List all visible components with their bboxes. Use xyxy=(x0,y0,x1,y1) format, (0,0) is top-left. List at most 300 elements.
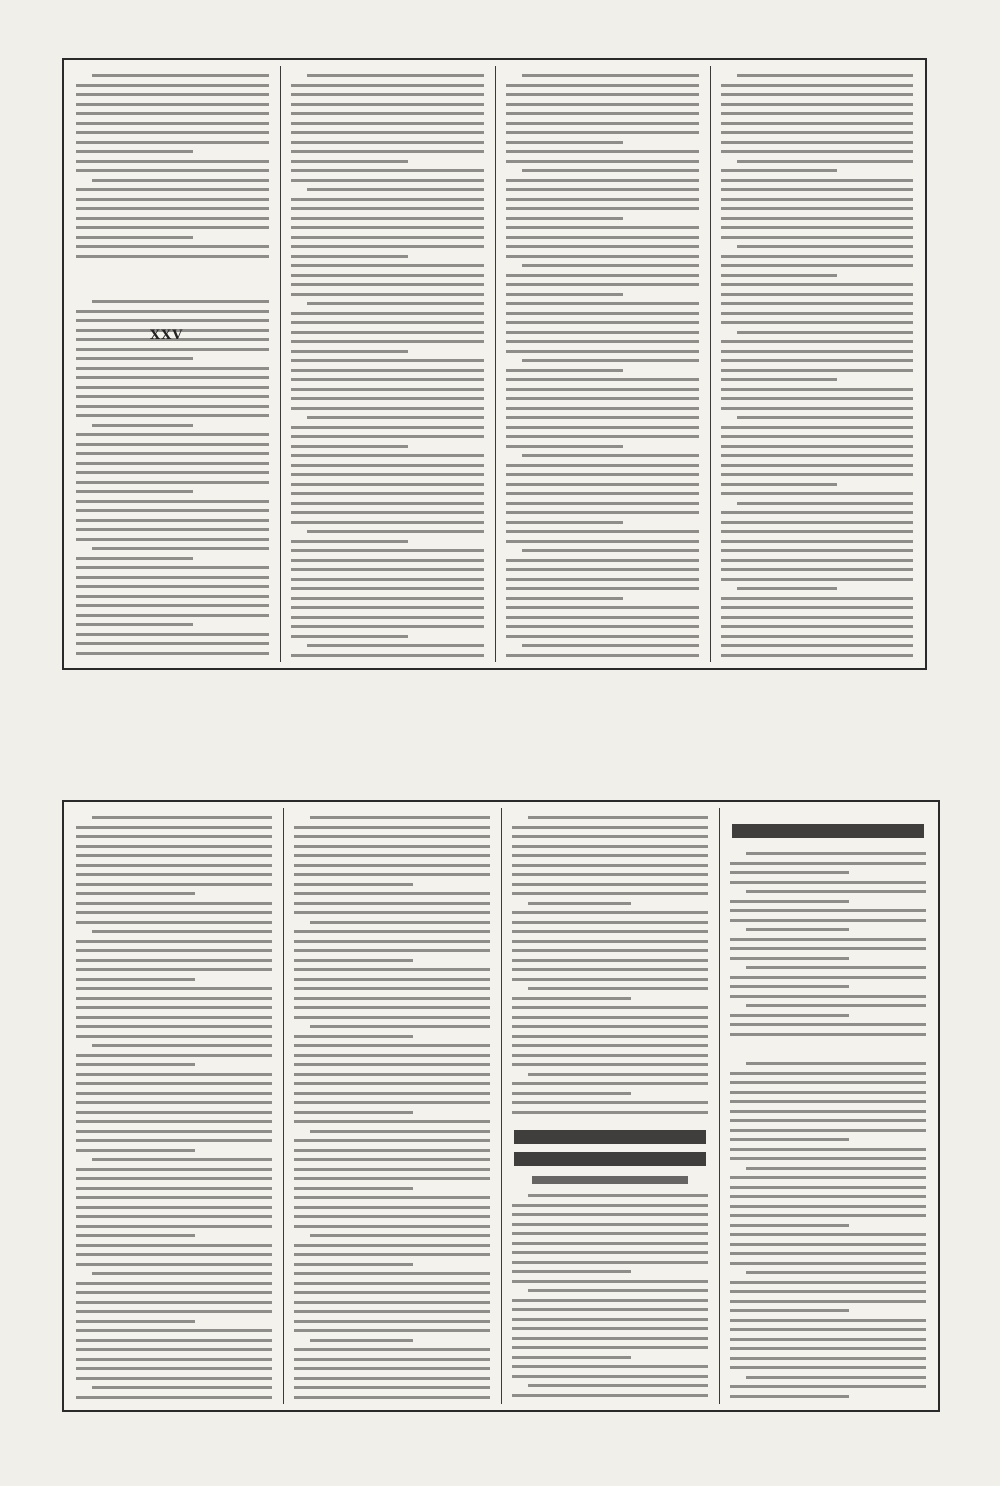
text-line xyxy=(291,245,484,248)
text-line xyxy=(512,1063,708,1066)
top-panel xyxy=(62,58,927,670)
text-line xyxy=(291,616,484,619)
text-line xyxy=(730,1385,926,1388)
text-line xyxy=(294,1054,490,1057)
text-line xyxy=(76,826,272,829)
bottom-column-4 xyxy=(724,812,932,1400)
text-line xyxy=(76,519,269,522)
text-line xyxy=(730,1214,926,1217)
text-line xyxy=(294,1206,490,1209)
text-line xyxy=(76,414,269,417)
text-line xyxy=(737,74,913,77)
text-line xyxy=(512,1054,708,1057)
text-line xyxy=(92,300,269,303)
text-line xyxy=(294,1149,490,1152)
text-line xyxy=(291,131,484,134)
text-line xyxy=(730,1243,926,1246)
text-line xyxy=(506,283,699,286)
text-line xyxy=(294,1367,490,1370)
text-line xyxy=(512,940,708,943)
text-line xyxy=(506,340,699,343)
text-line xyxy=(506,559,699,562)
text-line xyxy=(291,103,484,106)
text-line xyxy=(721,426,913,429)
text-line xyxy=(730,1233,926,1236)
text-line xyxy=(76,1206,272,1209)
text-line xyxy=(291,198,484,201)
text-line xyxy=(291,435,484,438)
text-line xyxy=(294,873,490,876)
text-line xyxy=(506,606,699,609)
text-line xyxy=(730,1072,926,1075)
text-line xyxy=(76,500,269,503)
text-line xyxy=(294,1187,413,1190)
text-line xyxy=(721,654,913,657)
text-line xyxy=(76,1025,272,1028)
text-line xyxy=(310,1339,413,1342)
article-subheadline xyxy=(532,1176,688,1184)
text-line xyxy=(506,521,623,524)
text-line xyxy=(76,131,269,134)
text-line xyxy=(721,616,913,619)
text-line xyxy=(76,854,272,857)
text-line xyxy=(294,883,413,886)
text-line xyxy=(291,179,484,182)
text-line xyxy=(721,445,913,448)
text-line xyxy=(76,1139,272,1142)
text-line xyxy=(730,900,849,903)
text-line xyxy=(291,169,484,172)
text-line xyxy=(92,816,272,819)
text-line xyxy=(291,492,484,495)
text-line xyxy=(512,1356,631,1359)
text-line xyxy=(76,1187,272,1190)
text-line xyxy=(506,654,699,657)
text-line xyxy=(294,1253,490,1256)
text-line xyxy=(76,997,272,1000)
text-line xyxy=(721,131,913,134)
text-line xyxy=(76,566,269,569)
text-line xyxy=(721,179,913,182)
text-line xyxy=(721,122,913,125)
text-line xyxy=(291,255,408,258)
text-line xyxy=(528,902,631,905)
text-line xyxy=(721,207,913,210)
text-line xyxy=(294,1377,490,1380)
text-line xyxy=(522,644,699,647)
text-line xyxy=(506,464,699,467)
text-line xyxy=(76,160,269,163)
text-line xyxy=(721,388,913,391)
text-line xyxy=(76,1263,272,1266)
text-line xyxy=(506,112,699,115)
text-line xyxy=(730,1262,926,1265)
text-line xyxy=(76,911,272,914)
text-line xyxy=(512,1308,708,1311)
text-line xyxy=(512,873,708,876)
text-line xyxy=(506,587,699,590)
text-line xyxy=(506,625,699,628)
text-line xyxy=(291,207,484,210)
text-line xyxy=(721,559,913,562)
text-line xyxy=(721,350,913,353)
top-column-1 xyxy=(70,70,275,658)
text-line xyxy=(76,462,269,465)
text-line xyxy=(506,350,699,353)
text-line xyxy=(746,1271,926,1274)
text-line xyxy=(291,141,484,144)
text-line xyxy=(512,930,708,933)
text-line xyxy=(737,502,913,505)
text-line xyxy=(737,587,837,590)
text-line xyxy=(310,1130,490,1133)
text-line xyxy=(528,816,708,819)
text-line xyxy=(512,1375,708,1378)
text-line xyxy=(506,160,699,163)
text-line xyxy=(730,1205,926,1208)
text-line xyxy=(730,1157,926,1160)
text-line xyxy=(730,1309,849,1312)
text-line xyxy=(506,483,699,486)
text-line xyxy=(92,1272,272,1275)
text-line xyxy=(512,1270,631,1273)
text-line xyxy=(721,188,913,191)
text-line xyxy=(512,959,708,962)
text-line xyxy=(92,74,269,77)
text-line xyxy=(310,1025,490,1028)
text-line xyxy=(76,1006,272,1009)
text-line xyxy=(721,283,913,286)
text-line xyxy=(506,236,699,239)
text-line xyxy=(294,1073,490,1076)
text-line xyxy=(528,1384,708,1387)
text-line xyxy=(76,1196,272,1199)
text-line xyxy=(76,141,269,144)
text-line xyxy=(512,1299,708,1302)
text-line xyxy=(291,559,484,562)
text-line xyxy=(512,835,708,838)
text-line xyxy=(506,388,699,391)
text-line xyxy=(730,1338,926,1341)
text-line xyxy=(512,968,708,971)
text-line xyxy=(76,959,272,962)
text-line xyxy=(506,416,699,419)
text-line xyxy=(294,1244,490,1247)
text-line xyxy=(528,1194,708,1197)
text-line xyxy=(721,312,913,315)
text-line xyxy=(294,1139,490,1142)
text-line xyxy=(294,854,490,857)
text-line xyxy=(512,1232,708,1235)
text-line xyxy=(76,1073,272,1076)
text-line xyxy=(307,530,484,533)
text-line xyxy=(76,1329,272,1332)
text-line xyxy=(730,1033,926,1036)
text-line xyxy=(76,940,272,943)
text-line xyxy=(76,642,269,645)
text-line xyxy=(506,302,699,305)
text-line xyxy=(76,978,195,981)
text-line xyxy=(512,1337,708,1340)
text-line xyxy=(294,940,490,943)
column-rule xyxy=(501,808,502,1404)
text-line xyxy=(506,217,623,220)
text-line xyxy=(721,369,913,372)
text-line xyxy=(721,540,913,543)
text-line xyxy=(506,293,623,296)
text-line xyxy=(294,1320,490,1323)
text-line xyxy=(291,454,484,457)
text-line xyxy=(721,473,913,476)
text-line xyxy=(721,530,913,533)
text-line xyxy=(291,293,484,296)
text-line xyxy=(506,274,699,277)
text-line xyxy=(730,1366,926,1369)
text-line xyxy=(294,949,490,952)
column-rule xyxy=(719,808,720,1404)
text-line xyxy=(506,226,699,229)
text-line xyxy=(730,985,849,988)
text-line xyxy=(294,835,490,838)
bottom-column-1 xyxy=(70,812,278,1400)
text-line xyxy=(294,826,490,829)
text-line xyxy=(721,93,913,96)
text-line xyxy=(721,255,913,258)
text-line xyxy=(294,1348,490,1351)
text-line xyxy=(746,1004,926,1007)
text-line xyxy=(291,426,484,429)
text-line xyxy=(291,511,484,514)
text-line xyxy=(506,426,699,429)
text-line xyxy=(506,407,699,410)
text-line xyxy=(294,1168,490,1171)
text-line xyxy=(737,331,913,334)
text-line xyxy=(76,367,269,370)
text-line xyxy=(291,606,484,609)
text-line xyxy=(506,578,699,581)
text-line xyxy=(76,623,193,626)
top-column-2 xyxy=(285,70,490,658)
text-line xyxy=(307,644,484,647)
text-line xyxy=(76,169,269,172)
text-line xyxy=(506,597,623,600)
text-line xyxy=(512,1082,708,1085)
text-line xyxy=(512,1327,708,1330)
text-line xyxy=(506,397,699,400)
text-line xyxy=(506,198,699,201)
text-line xyxy=(721,407,913,410)
text-line xyxy=(721,549,913,552)
text-line xyxy=(512,1025,708,1028)
text-line xyxy=(92,1044,272,1047)
text-line xyxy=(76,226,269,229)
text-line xyxy=(76,528,269,531)
text-line xyxy=(746,1062,926,1065)
text-line xyxy=(76,1320,195,1323)
text-line xyxy=(730,1091,926,1094)
text-line xyxy=(291,350,408,353)
text-line xyxy=(512,854,708,857)
text-line xyxy=(291,283,484,286)
text-line xyxy=(291,236,484,239)
text-line xyxy=(294,1016,490,1019)
text-line xyxy=(721,464,913,467)
text-line xyxy=(721,359,913,362)
text-line xyxy=(730,1023,926,1026)
text-line xyxy=(76,1310,272,1313)
text-line xyxy=(291,369,484,372)
text-line xyxy=(76,1177,272,1180)
text-line xyxy=(737,245,913,248)
text-line xyxy=(76,207,269,210)
text-line xyxy=(76,1054,272,1057)
text-line xyxy=(721,103,913,106)
text-line xyxy=(310,1234,490,1237)
text-line xyxy=(76,1291,272,1294)
text-line xyxy=(721,378,837,381)
text-line xyxy=(746,1376,926,1379)
text-line xyxy=(512,997,631,1000)
text-line xyxy=(291,340,484,343)
text-line xyxy=(721,511,913,514)
text-line xyxy=(294,1386,490,1389)
text-line xyxy=(76,84,269,87)
text-line xyxy=(506,635,699,638)
text-line xyxy=(294,1282,490,1285)
text-line xyxy=(76,835,272,838)
top-column-3 xyxy=(500,70,705,658)
text-line xyxy=(506,378,699,381)
text-line xyxy=(76,1377,272,1380)
text-line xyxy=(76,633,269,636)
text-line xyxy=(76,376,269,379)
text-line xyxy=(506,179,699,182)
text-line xyxy=(730,938,926,941)
text-line xyxy=(512,826,708,829)
text-line xyxy=(291,521,484,524)
text-line xyxy=(76,245,269,248)
text-line xyxy=(721,483,837,486)
text-line xyxy=(76,481,269,484)
text-line xyxy=(522,169,699,172)
text-line xyxy=(291,226,484,229)
text-line xyxy=(512,978,708,981)
text-line xyxy=(76,883,272,886)
text-line xyxy=(512,1006,708,1009)
text-line xyxy=(721,625,913,628)
text-line xyxy=(76,112,269,115)
column-rule xyxy=(710,66,711,662)
text-line xyxy=(76,576,269,579)
text-line xyxy=(730,1129,926,1132)
text-line xyxy=(76,1111,272,1114)
text-line xyxy=(528,1289,708,1292)
text-line xyxy=(291,578,484,581)
text-line xyxy=(291,625,484,628)
text-line xyxy=(512,1280,708,1283)
text-line xyxy=(291,635,408,638)
text-line xyxy=(730,1014,849,1017)
text-line xyxy=(76,595,269,598)
text-line xyxy=(512,864,708,867)
text-line xyxy=(76,348,269,351)
text-line xyxy=(294,930,490,933)
text-line xyxy=(721,435,913,438)
text-line xyxy=(512,921,708,924)
text-line xyxy=(291,112,484,115)
text-line xyxy=(506,141,623,144)
text-line xyxy=(76,845,272,848)
text-line xyxy=(291,264,484,267)
text-line xyxy=(506,331,699,334)
text-line xyxy=(512,1092,631,1095)
text-line xyxy=(528,987,708,990)
text-line xyxy=(512,911,708,914)
text-line xyxy=(76,357,193,360)
text-line xyxy=(512,845,708,848)
text-line xyxy=(730,1290,926,1293)
text-line xyxy=(291,445,408,448)
text-line xyxy=(512,1223,708,1226)
text-line xyxy=(721,150,913,153)
text-line xyxy=(730,976,926,979)
text-line xyxy=(76,319,269,322)
text-line xyxy=(522,454,699,457)
text-line xyxy=(291,321,484,324)
text-line xyxy=(721,635,913,638)
text-line xyxy=(730,1395,849,1398)
text-line xyxy=(291,597,484,600)
text-line xyxy=(506,150,699,153)
text-line xyxy=(721,236,913,239)
text-line xyxy=(294,1111,413,1114)
text-line xyxy=(76,236,193,239)
text-line xyxy=(291,483,484,486)
text-line xyxy=(506,321,699,324)
text-line xyxy=(92,547,269,550)
text-line xyxy=(76,1215,272,1218)
column-rule xyxy=(283,808,284,1404)
text-line xyxy=(730,919,926,922)
text-line xyxy=(512,1035,708,1038)
text-line xyxy=(291,407,484,410)
text-line xyxy=(294,892,490,895)
text-line xyxy=(721,454,913,457)
text-line xyxy=(76,1253,272,1256)
text-line xyxy=(76,1282,272,1285)
text-line xyxy=(730,862,926,865)
text-line xyxy=(76,557,193,560)
text-line xyxy=(76,892,195,895)
text-line xyxy=(76,1130,272,1133)
text-line xyxy=(506,122,699,125)
text-line xyxy=(294,1358,490,1361)
text-line xyxy=(294,1092,490,1095)
text-line xyxy=(76,1225,272,1228)
text-line xyxy=(310,816,490,819)
text-line xyxy=(294,911,490,914)
text-line xyxy=(294,1006,490,1009)
text-line xyxy=(737,160,913,163)
text-line xyxy=(307,416,484,419)
text-line xyxy=(730,1252,926,1255)
text-line xyxy=(294,968,490,971)
text-line xyxy=(76,1339,272,1342)
text-line xyxy=(294,997,490,1000)
text-line xyxy=(294,845,490,848)
text-line xyxy=(506,540,699,543)
text-line xyxy=(76,987,272,990)
